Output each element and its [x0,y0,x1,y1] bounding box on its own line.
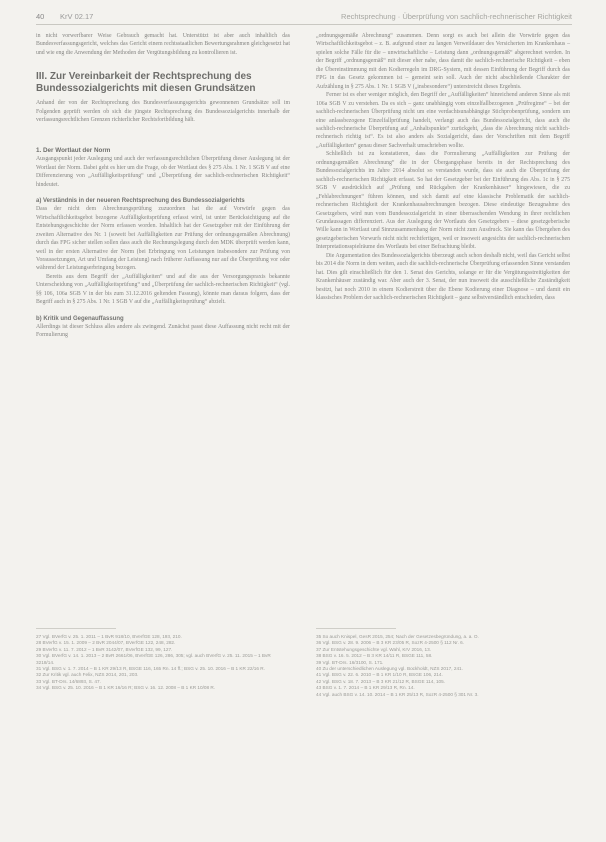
footnote: 30 Vgl. BVerfG v. 14. 1. 2013 – 2 BvR 2661/06, BVerfGE 126, 286, 305; vgl. auch BVerfG v. 25. 11. 2015 – 1 BvR 3218/14. [36,653,271,665]
footnote: 41 Vgl. BSG v. 22. 6. 2010 – B 1 KR 1/10 R, BSGE 106, 214. [316,672,443,678]
footnote-divider-left [36,628,116,629]
subsubsection-b-paragraph: Allerdings ist dieser Schluss alles andere als zwingend. Zunächst passt diese Auffassung nicht recht mit der Formulierung [36,323,290,339]
right-paragraph-4: Die Argumentation des Bundessozialgerichts überzeugt auch schon deshalb nicht, weil das Gericht selbst bis 2014 die Norm in dem weiten, auch die sachlich-rechnerische Überprüfung erfassenden Sinne verstanden hat. Dies gilt einschließlich für den 1. Senat des Gerichts, solange er für die Vergütungsstreitigkeiten der Krankenhäuser zuständig war. Aber auch der 3. Senat, der nun insoweit die ausschließliche Zuständigkeit besitzt, hat noch 2010 in einem Kodierstreit über die Ebene Kodierung einer Diagnose – und damit ein klassisches Problem der sachlich-rechnerischen Richtigkeit – ganz selbstverständlich entschieden, dass [316,252,570,302]
journal-issue: KrV 02.17 [60,12,94,21]
footnote: 27 Vgl. BVerfG v. 25. 1. 2011 – 1 BvR 918/10, BVerfGE 128, 193, 210. [36,634,182,639]
subsubsection-heading-b: b) Kritik und Gegenauffassung [36,315,124,322]
running-title: Rechtsprechung · Überprüfung von sachlich-rechnerischer Richtigkeit [341,12,572,21]
page-number: 40 [36,12,45,21]
footnote: 37 Zur Entstehungsgeschichte vgl. Wahl, KrV 2016, 13. [316,646,431,652]
subsection-heading-1: 1. Der Wortlaut der Norm [36,146,111,154]
footnote: 28 BVerfG v. 15. 1. 2009 – 2 BvR 2044/07, BVerfGE 122, 248, 282. [36,640,176,646]
footnotes-left [36,634,290,692]
right-paragraph-1: „ordnungsgemäße Abrechnung“ zusammen. Denn sorgt es auch bei allein die Vorwürfe gegen das Wirtschaftlichkeitsgebot – z. B. aufgrund einer zu langen Verweildauer des Versicherten im Krankenhaus – spielen solche Fälle für die – unwirtschaftliche – Leistung dann „ordnungsgemäß“ abgerechnet werden. In der Begriff „ordnungsgemäß“ mit dieser eher nahe, dass damit die sachlich-rechnerische Richtigkeit – eben die Übereinstimmung mit den Kodierregeln im DRG-System, mit dessen Einführung der Begriff durch das FPG in das Gesetz gekommen ist – gemeint sein soll. Auch der nicht abschließende Charakter der Aufzählung in § 275 Abs. 1 Nr. 1 SGB V („insbesondere“) unterstreicht dieses Ergebnis. [316,33,570,90]
footnote: 39 Vgl. BT-Drs. 16/3100, S. 171. [316,659,384,665]
footnote: 33 Vgl. BT-Drs. 14/6893, S. 47. [36,678,101,684]
subsubsection-a-paragraph-1: Dass der nicht dem Abrechnungsprüfung zuzuordnen hat die auf Vorwürfe gegen das Wirtschaftlichkeitsgebot bezogene Auffälligkeitsprüfung erfasst wird, ist unter Berücksichtigung auf die Entstehungsgeschichte der Norm erfassen worden. Inhaltlich hat der Gesetzgeber mit der Einführung der zweiten Alternative des Nr. 1 (soweit bei Auffälligkeiten zur Prüfung der ordnungsgemäßen Abrechnung) durch das FPG sicher stellen sollen dass auch die Rechnungslegung durch den MDK überprüft werden kann, weil in der ersten Alternative der Norm (bei Erbringung von Leistungen insbesondere zur Prüfung von Voraussetzungen, Art und Umfang der Leistung) nach früherer Auffassung nur auf die Überprüfung vor oder während der Leistungserbringung bezogen. [36,206,290,272]
running-header [36,12,572,25]
footnote: 32 Zur Kritik vgl. auch Felix, NZS 2014, 201, 203. [36,672,139,678]
left-column [36,32,290,340]
footnote: 34 Vgl. BSG v. 25. 10. 2016 – B 1 KR 16/16 R; BSG v. 16. 12. 2008 – B 1 KR 10/08 R. [36,685,216,691]
footnote-divider-right [316,628,396,629]
section-intro-paragraph: Anhand der von der Rechtsprechung des Bundesverfassungsgerichts gewonnenen Grundsätze soll im Folgenden geprüft werden ob sich die jüngste Rechtsprechung des Bundessozialgerichts innerhalb der verfassungsrechtlichen Grenzen richterlicher Rechtsfortbildung hält. [36,100,290,124]
right-column [316,32,570,303]
footnote: 29 BVerfG v. 11. 7. 2012 – 1 BvR 3142/07, BVerfGE 132, 99, 127. [36,646,173,652]
subsection-1-paragraph: Ausgangspunkt jeder Auslegung und auch der verfassungsrechtlichen Überprüfung dieser Auslegung ist der Wortlaut der Norm. Dabei geht es hier um die Frage, ob der Wortlaut des § 275 Abs. 1 Nr. 1 SGB V auf eine Differenzierung von „Auffälligkeitsprüfung“ und „Überprüfung der sachlich-rechnerischen Richtigkeit“ hindeutet. [36,156,290,188]
footnote: 38 BSG v. 16. 5. 2012 – B 3 KR 14/11 R, BSGE 111, 58. [316,653,433,659]
footnote: 40 Zu der unterschiedlichen Auslegung vgl. Bockholdt, NZS 2017, 241. [316,666,463,672]
footnote: 31 Vgl. BSG v. 1. 7. 2014 – B 1 KR 29/13 R, BSGE 116, 165 Rn. 14 ff.; BSG v. 25. 10. 2016 – B 1 KR 22/16 R. [36,666,265,672]
footnote: 42 Vgl. BSG v. 18. 7. 2013 – B 3 KR 21/12 R, BSGE 114, 105. [316,678,446,684]
subsubsection-a-paragraph-2: Bereits aus dem Begriff der „Auffälligkeiten“ und auf die aus der Versorgungspraxis bekannte Unterscheidung von „Auffälligkeitsprüfung“ und „Überprüfung der sachlich-rechnerischen Richtigkeit“ (vgl. §§ 106, 106a SGB V in der bis zum 31.12.2016 geltenden Fassung), könnte man daraus folgern, dass der Begriff auch in § 275 Abs. 1 Nr. 1 SGB V auf die „Auffälligkeitsprüfung“ abzielt. [36,273,290,306]
right-paragraph-3: Schließlich ist zu konstatieren, dass die Formulierung „Auffälligkeiten zur Prüfung der ordnungsgemäßen Abrechnung“ die in der Übergangsphase bereits in der Rechtsprechung des Bundessozialgerichts im Jahre 2014 absolut so verstanden wurde, dass sie auch die Überprüfung der sachlich-rechnerischen Richtigkeit erfasst. So hat der Gesetzgeber bei der Einführung des Abs. 1c in § 275 SGB V ausdrücklich auf „Prüfung und Rückgaben der Krankenhäuser“ hingewiesen, die zu „Fehlabrechnungen“ führen können, und sich damit auf eine klassische Problematik der sachlich-rechnerischen Richtigkeit der Krankenhausabrechnungen bezogen. Diese eindeutige Bezugnahme des Gesetzgebers, wird nun vom Bundessozialgericht in einer überraschenden Wendung in ihrer rechtlichen Grundaussagen differenziert. Aus der Auslegung der Wortlauts des Gesetzgebers – diese gesetzgeberische Wille kann in Wortlaut und Sinnzusammenhang der Norm nicht zum Ausdruck. Sie kann das Übergehen des gesetzgeberischen Vorwurfs nicht nicht rechtfertigen, weil er insoweit angesichts der sachlich-rechnerischen Interpretationsspielräume des Wortlauts bei einer Befrachtung bleibt. [316,151,570,251]
footnote: 35 So auch Knispel, GesR 2015, 254; Nach der Gesetzesbegründung, a. a. O. [316,634,479,639]
footnote: 43 BSG v. 1. 7. 2014 – B 1 KR 29/13 R, Rn. 14. [316,685,415,691]
footnote: 44 Vgl. auch BSG v. 14. 10. 2014 – B 1 KR 25/13 R, SozR 4-2500 § 301 Nr. 3. [316,691,479,697]
right-paragraph-2: Ferner ist es eher weniger möglich, den Begriff der „Auffälligkeiten“ hinreichend anderen Sinne als mit 106a SGB V zu verstehen. Da es sich – ganz unabhängig vom einzelfallbezogenen „Prüfregime“ – bei der sachlich-rechnerischen Überprüfung nicht um eine verdachtsunabhängige Stichprobenprüfung, sondern um eine anlassbezogene Einzelfallprüfung handelt, verlangt auch das Bundessozialgericht, dass auch die sachlich-rechnerische Überprüfung auf „Anhaltspunkte“ zurückgeht, „dass die Abrechnung nicht sachlich-rechnerisch richtig ist“. Es ist also anders als Sozialgericht, dass der Vorschriften mit dem Begriff „Auffälligkeiten“ genau dieser Sachverhalt umschrieben wollte. [316,92,570,149]
intro-paragraph: in nicht vorwerfbarer Weise Gebrauch gemacht hat. Unterstützt ist aber auch inhaltlich das Bundesverfassungsgericht, welches das Gericht einem rechtsstaatlichen Bewertungsrahmen gleichgesetzt hat und wie eng die Anwendung der Methoden der Vergütungsbildung zu kontrollieren ist. [36,33,290,56]
section-heading: III. Zur Vereinbarkeit der Rechtsprechung des Bundessozialgerichts mit diesen Grundsätzen [36,71,256,95]
subsubsection-heading-a: a) Verständnis in der neueren Rechtsprechung des Bundessozialgerichts [36,198,245,205]
footnote: 36 Vgl. BSG v. 28. 9. 2006 – B 3 KR 23/05 R, SozR 4-2500 § 112 Nr. 6. [316,640,465,646]
footnotes-right [316,634,570,698]
